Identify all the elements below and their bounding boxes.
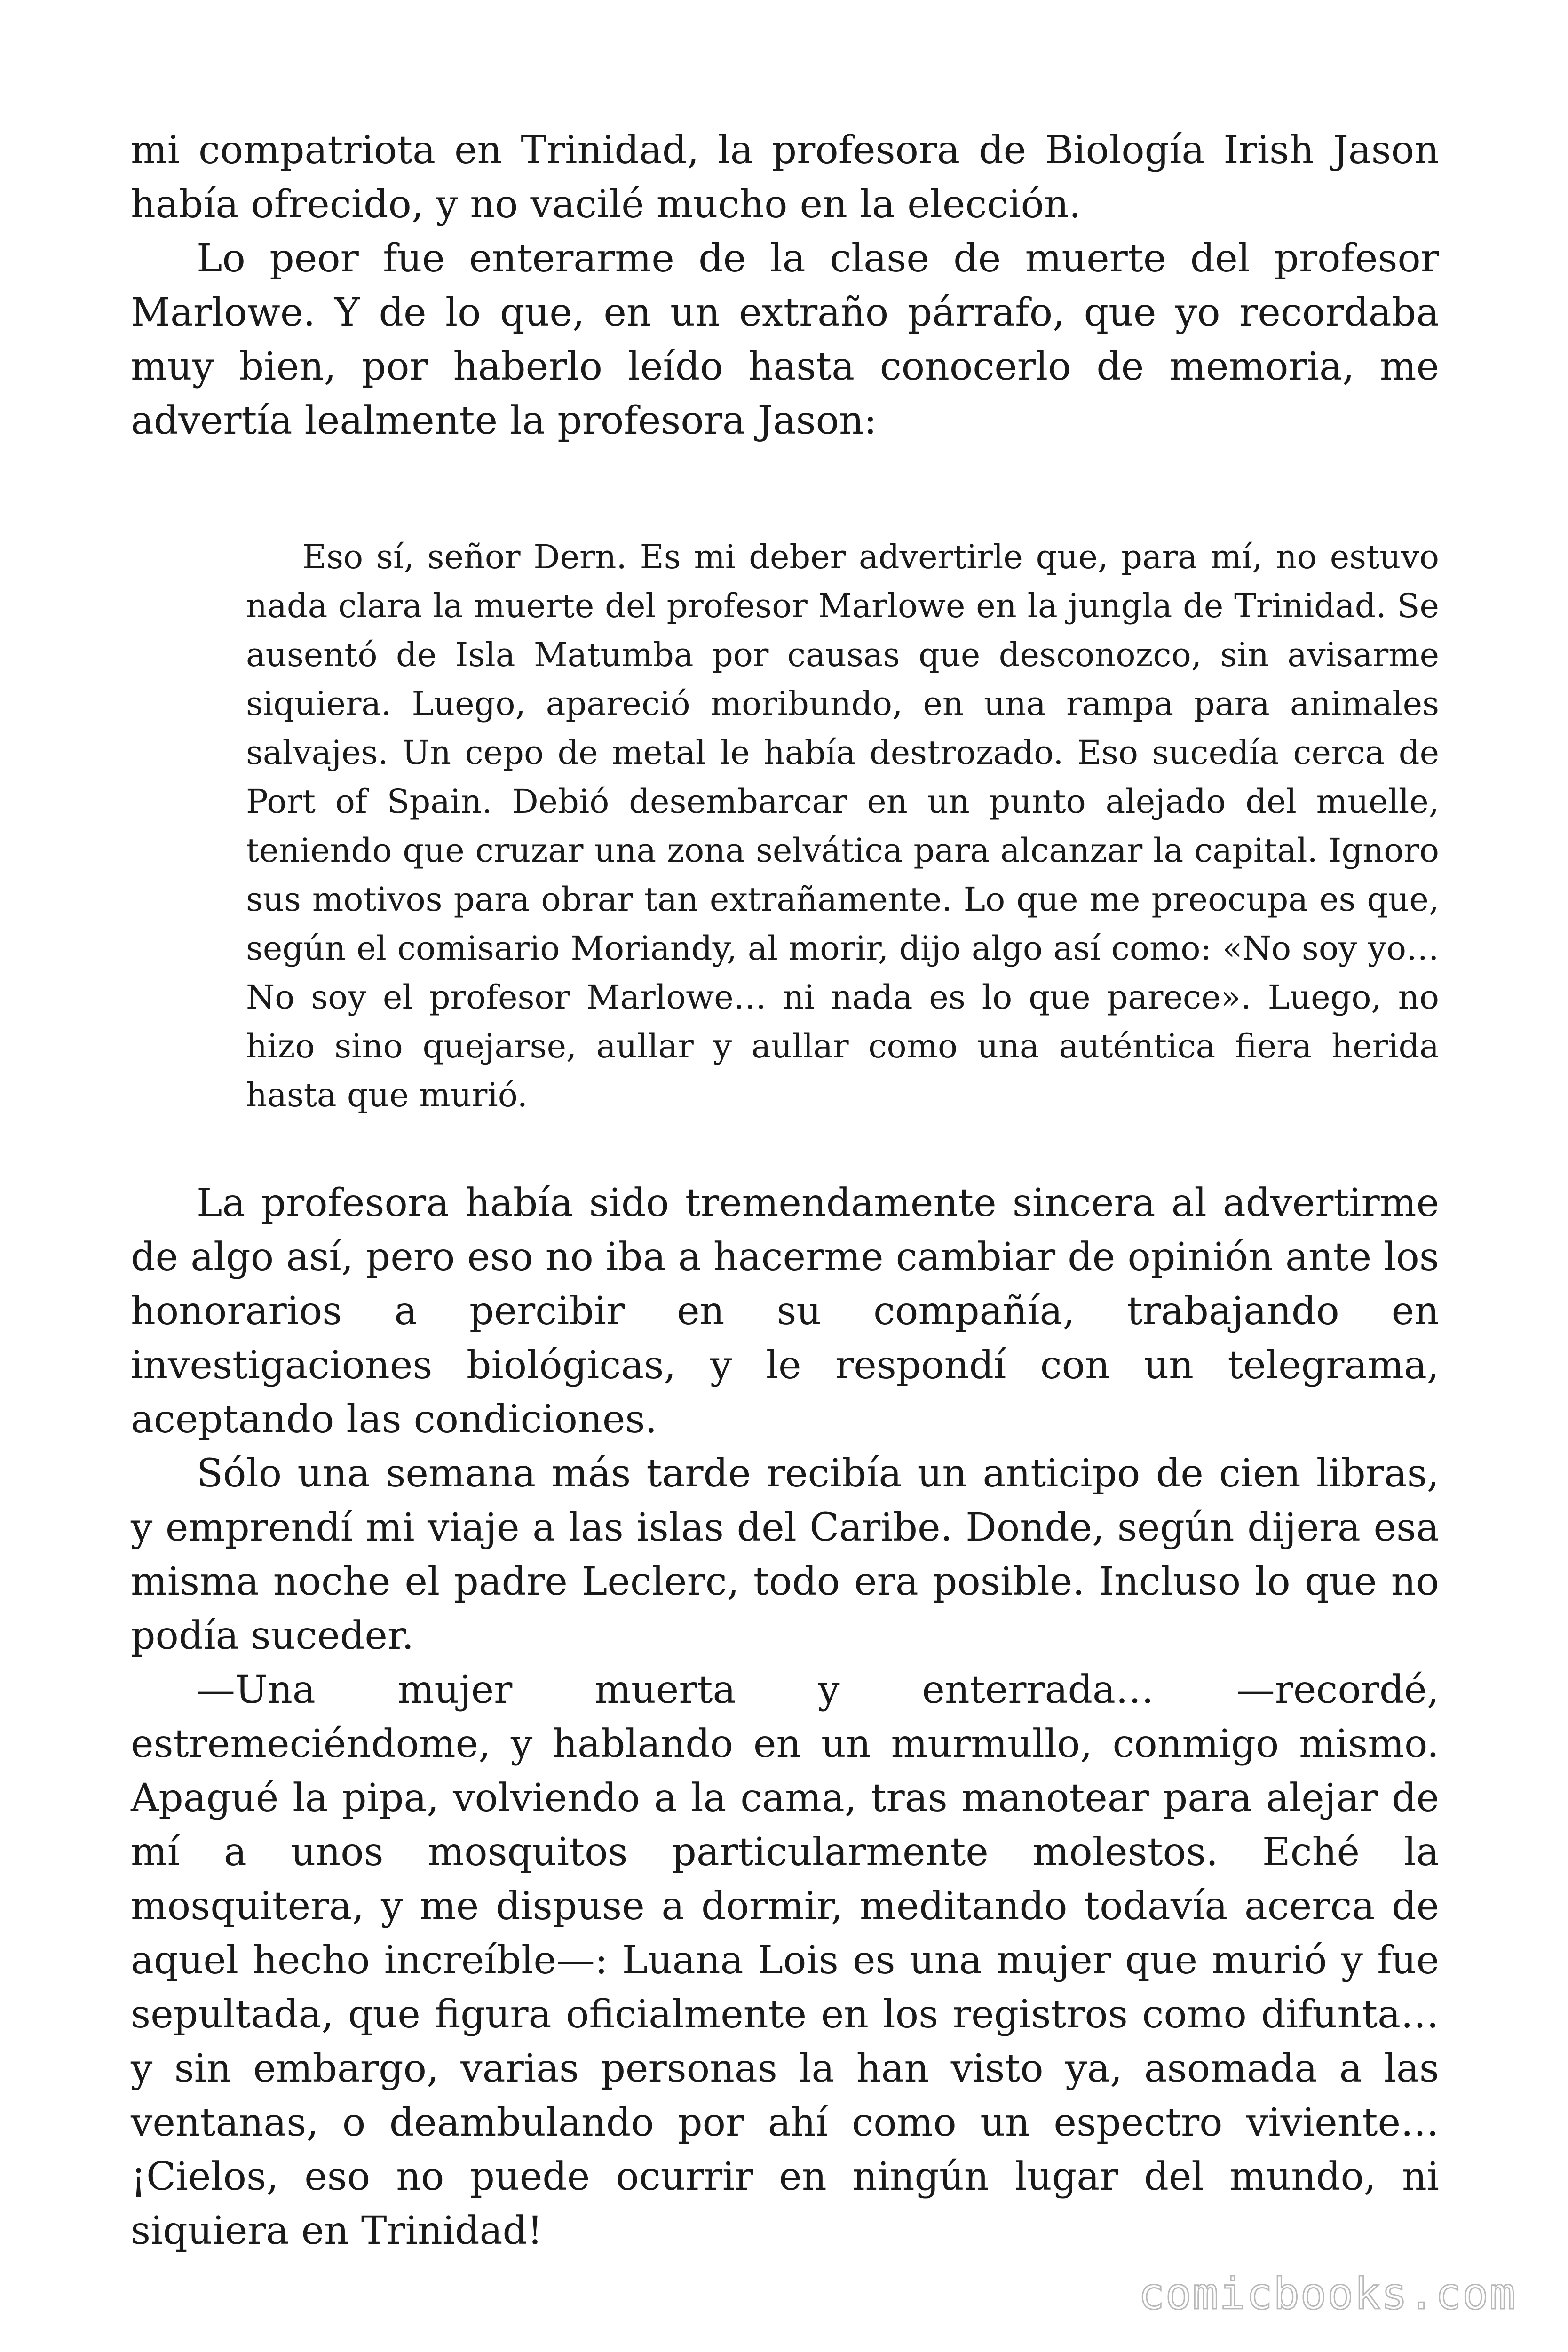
paragraph-1: mi compatriota en Trinidad, la profesora de Biología Irish Jason había ofrecido, y no vacilé mucho en la elección. [131,128,1439,227]
text-column [131,123,1439,2258]
paragraph-3: La profesora había sido tremendamente sincera al advertirme de algo así, pero eso no iba a hacerme cambiar de opinión ante los honorarios a percibir en su compañía, trabajando en investigaciones biológicas, y le respondí con un telegrama, aceptando las condiciones. [131,1181,1439,1442]
paragraph-2: Lo peor fue enterarme de la clase de muerte del profesor Marlowe. Y de lo que, en un extraño párrafo, que yo recordaba muy bien, por haberlo leído hasta conocerlo de memoria, me advertía lealmente la profesora Jason: [131,236,1439,443]
paragraph-4: Sólo una semana más tarde recibía un anticipo de cien libras, y emprendí mi viaje a las islas del Caribe. Donde, según dijera esa misma noche el padre Leclerc, todo era posible. Incluso lo que no podía suceder. [131,1451,1439,1658]
watermark-logo: comicbooks.com [1138,2269,1516,2319]
paragraph-5: —Una mujer muerta y enterrada… —recordé, estremeciéndome, y hablando en un murmullo, conmigo mismo. Apagué la pipa, volviendo a la cama, tras manotear para alejar de mí a unos mosquitos particularmente molestos. Eché la mosquitera, y me dispuse a dormir, meditando todavía acerca de aquel hecho increíble—: Luana Lois es una mujer que murió y fue sepultada, que figura oficialmente en los registros como difunta… y sin embargo, varias personas la han visto ya, asomada a las ventanas, o deambulando por ahí como un espectro viviente… ¡Cielos, eso no puede ocurrir en ningún lugar del mundo, ni siquiera en Trinidad! [131,1668,1439,2253]
block-quote: Eso sí, señor Dern. Es mi deber advertirle que, para mí, no estuvo nada clara la muerte del profesor Marlowe en la jungla de Trinidad. Se ausentó de Isla Matumba por causas que desconozco, sin avisarme siquiera. Luego, apareció moribundo, en una rampa para animales salvajes. Un cepo de metal le había destrozado. Eso sucedía cerca de Port of Spain. Debió desembarcar en un punto alejado del muelle, teniendo que cruzar una zona selvática para alcanzar la capital. Ignoro sus motivos para obrar tan extrañamente. Lo que me preocupa es que, según el comisario Moriandy, al morir, dijo algo así como: «No soy yo… No soy el profesor Marlowe… ni nada es lo que parece». Luego, no hizo sino quejarse, aullar y aullar como una auténtica fiera herida hasta que murió. [246,538,1439,1114]
